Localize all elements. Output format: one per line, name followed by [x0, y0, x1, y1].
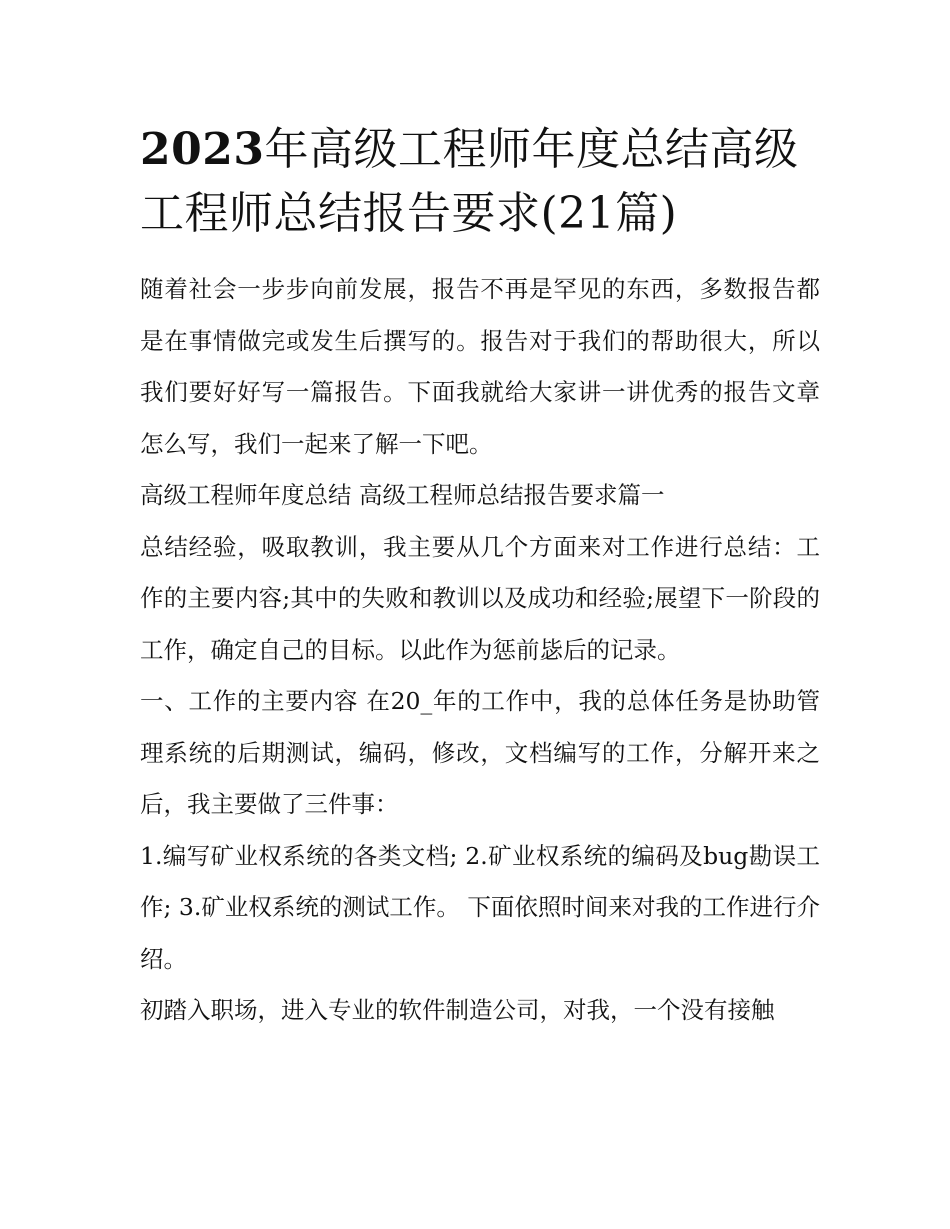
title-text: 年高级工程师年度总结高级工程师总结报告要求(21篇)	[140, 124, 799, 239]
document-title	[140, 118, 820, 246]
intro-paragraph: 随着社会一步步向前发展，报告不再是罕见的东西，多数报告都是在事情做完或发生后撰写的。报告对于我们的帮助很大，所以我们要好好写一篇报告。下面我就给大家讲一讲优秀的报告文章怎么写，我们一起来了解一下吧。	[140, 275, 820, 458]
summary-paragraph: 总结经验，吸取教训，我主要从几个方面来对工作进行总结：工作的主要内容;其中的失败和教训以及成功和经验;展望下一阶段的工作，确定自己的目标。以此作为惩前毖后的记录。	[140, 532, 820, 664]
document-body	[140, 264, 820, 1037]
title-year: 2023	[140, 124, 265, 175]
document-page	[140, 118, 820, 1037]
section-heading: 高级工程师年度总结 高级工程师总结报告要求篇一	[140, 481, 665, 509]
closing-paragraph: 初踏入职场，进入专业的软件制造公司，对我，一个没有接触	[140, 996, 775, 1024]
tasks-paragraph: 1.编写矿业权系统的各类文档; 2.矿业权系统的编码及bug勘误工作; 3.矿业权系统的测试工作。 下面依照时间来对我的工作进行介绍。	[140, 841, 820, 973]
work-content-paragraph: 一、工作的主要内容 在20_年的工作中，我的总体任务是协助管理系统的后期测试，编码，修改，文档编写的工作，分解开来之后，我主要做了三件事：	[140, 687, 820, 818]
